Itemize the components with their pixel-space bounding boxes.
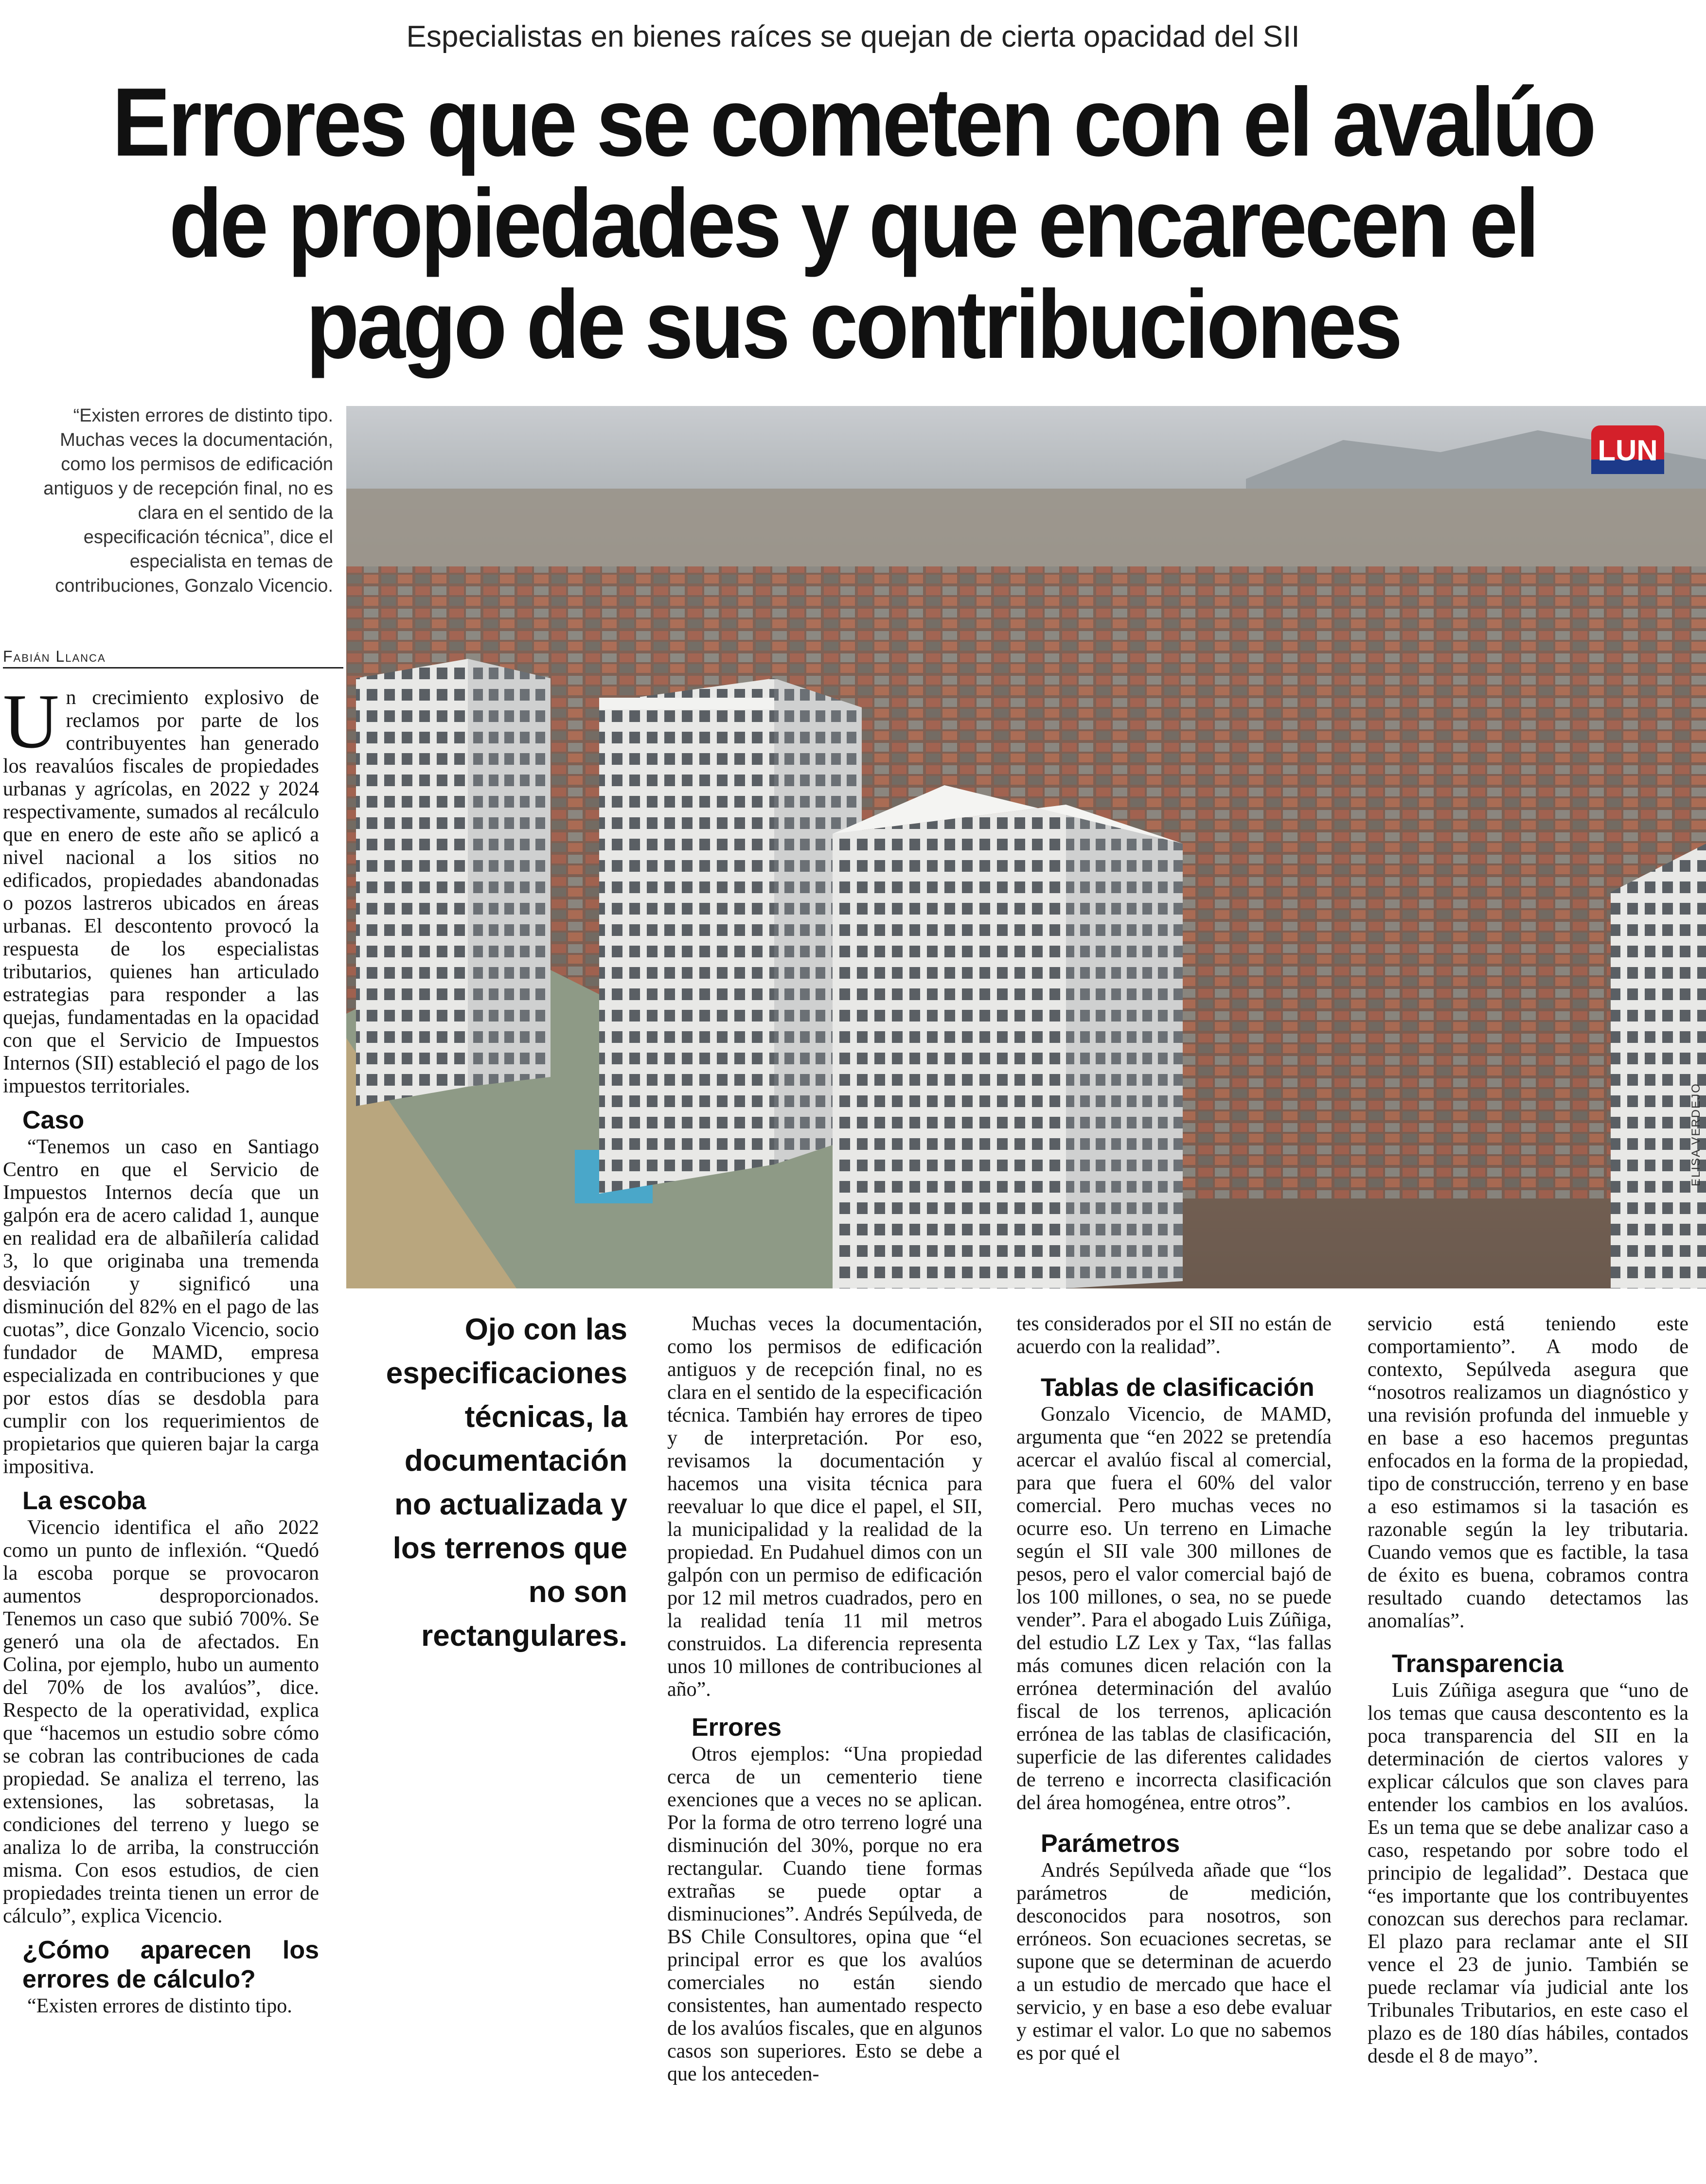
subhead-como-aparecen: ¿Cómo aparecen los errores de cálculo? — [22, 1936, 319, 1993]
paragraph-la-escoba: Vicencio identifica el año 2022 como un punto de inflexión. “Quedó la escoba porque se provocaron aumentos desproporcionados. Tenemos un caso que subió 700%. Se generó una ola de afectados. En Colina, por ejemplo, hubo un aumento del 70% de los avalúos”, dice. Respecto de la operatividad, explica que “hacemos un estudio sobre cómo se cobran las contribuciones de cada propiedad. Se analiza el terreno, las extensiones, las sobretasas, la condiciones del terreno y luego se analiza lo de arriba, la construcción misma. Con esos estudios, de cien propiedades treinta tienen un error de cálculo”, explica Vicencio. — [3, 1516, 319, 1927]
column-4 — [1016, 1313, 1332, 2065]
paragraph-caso: “Tenemos un caso en Santiago Centro en que el Servicio de Impuestos Internos decía que un galpón era de acero calidad 1, aunque en realidad era de albañilería calidad 3, lo que originaba una tremenda desviación y significó una disminución del 82% en el pago de las cuotas”, dice Gonzalo Vicencio, socio fundador de MAMD, empresa especializada en contribuciones y que por estos días se desdobla para cumplir con los requerimientos de propietarios que quieren bajar la carga impositiva. — [3, 1136, 319, 1478]
paragraph-antecedentes: tes considerados por el SII no están de acuerdo con la realidad”. — [1016, 1313, 1332, 1358]
lun-logo-text: LUN — [1598, 434, 1658, 467]
lun-logo — [1591, 425, 1664, 474]
intro-paragraph: n crecimiento explosivo de reclamos por parte de los contribuyentes han generado los reavalúos fiscales de propiedades urbanas y agrícolas, en 2022 y 2024 respectivamente, sumados al recálculo que en enero de este año se aplicó a nivel nacional a los sitios no edificados, propiedades abandonadas o pozos lastreros ubicados en áreas urbanas. El descontento provocó la respuesta de los especialistas tributarios, quienes han articulado estrategias para responder a las quejas, fundamentadas en la opacidad con que el Servicio de Impuestos Internos (SII) estableció el pago de los impuestos territoriales. — [3, 687, 319, 1097]
headline — [85, 68, 1620, 379]
aerial-photo — [346, 406, 1706, 1288]
byline-rule — [3, 667, 343, 669]
paragraph-documentacion: Muchas veces la documentación, como los permisos de edificación antiguos y de recepción final, no es clara en el sentido de la especificación técnica. También hay errores de tipeo y de interpretación. Por eso, revisamos la documentación y hacemos una visita técnica para reevaluar lo que dice el papel, el SII, la municipalidad y la realidad de la propiedad. En Pudahuel dimos con un galpón con un permiso de edificación por 12 mil metros cuadrados, pero en la realidad tenía 11 mil metros construidos. La diferencia representa unos 10 millones de contribuciones al año”. — [667, 1313, 982, 1701]
column-3 — [667, 1313, 982, 2086]
pull-quote: Ojo con las especificaciones técnicas, la documentación no actualizada y los terrenos que no son rectangulares. — [386, 1313, 627, 1653]
headline-line-1: Errores que se cometen con el avalúo — [112, 68, 1594, 176]
column-5 — [1368, 1313, 1688, 2068]
dropcap: U — [3, 678, 59, 764]
subhead-errores: Errores — [692, 1713, 782, 1742]
column-1 — [3, 678, 319, 2018]
top-quote: “Existen errores de distinto tipo. Muchas veces la documentación, como los permisos de edificación antiguos y de recepción final, no es clara en el sentido de la especificación técnica”, dice el especialista en temas de contribuciones, Gonzalo Vicencio. — [43, 405, 333, 596]
paragraph-tablas: Gonzalo Vicencio, de MAMD, argumenta que “en 2022 se pretendía acercar el avalúo fiscal al comercial, para que fuera el 60% del valor comercial. Pero muchas veces no ocurre eso. Un terreno en Limache según el SII vale 300 millones de pesos, pero el valor comercial bajó de los 100 millones, o sea, no se puede vender”. Para el abogado Luis Zúñiga, del estudio LZ Lex y Tax, “las fallas más comunes dicen relación con la errónea determinación del avalúo fiscal de los terrenos, aplicación errónea de las tablas de clasificación, superficie de las diferentes calidades de terreno e incorrecta clasificación del área homogénea, entre otros”. — [1016, 1403, 1332, 1814]
subhead-caso: Caso — [22, 1106, 85, 1134]
headline-line-2: de propiedades y que encarecen el — [169, 169, 1537, 278]
subhead-transparencia: Transparencia — [1392, 1650, 1564, 1678]
subhead-parametros: Parámetros — [1041, 1830, 1180, 1858]
paragraph-transparencia: Luis Zúñiga asegura que “uno de los temas que causa descontento es la poca transparencia del SII en la determinación de ciertos valores y explicar cálculos que son claves para entender los cambios en los avalúos. Es un tema que se debe analizar caso a caso, respetando por sobre todo el principio de legalidad”. Destaca que “es importante que los contribuyentes conozcan sus derechos para reclamar. El plazo para reclamar ante el SII vence el 23 de junio. También se puede reclamar vía judicial ante los Tribunales Tributarios, en este caso el plazo es de 180 días hábiles, contados desde el 8 de mayo”. — [1368, 1679, 1688, 2067]
paragraph-como-aparecen: “Existen errores de distinto tipo. — [27, 1995, 292, 2017]
paragraph-errores: Otros ejemplos: “Una propiedad cerca de un cementerio tiene exenciones que a veces no se aplican. Por la forma de otro terreno logré una disminución del 30%, porque no era rectangular. Cuando tiene formas extrañas se puede optar a disminuciones”. Andrés Sepúlveda, de BS Chile Consultores, opina que “el principal error es que los avalúos comerciales no están siendo consistentes, han aumentado respecto de los avalúos fiscales, que en algunos casos son superiores. Esto se debe a que los anteceden- — [667, 1743, 982, 2085]
photo-credit: ELISA VERDEJO — [1689, 1083, 1703, 1186]
kicker: Especialistas en bienes raíces se quejan de cierta opacidad del SII — [406, 20, 1300, 53]
headline-line-3: pago de sus contribuciones — [306, 270, 1400, 379]
subhead-tablas: Tablas de clasificación — [1041, 1374, 1315, 1402]
subhead-la-escoba: La escoba — [22, 1487, 146, 1515]
paragraph-parametros: Andrés Sepúlveda añade que “los parámetros de medición, desconocidos para nosotros, son erróneos. Son ecuaciones secretas, se supone que se determinan de acuerdo a un estudio de mercado que hace el servicio, y en base a eso debe evaluar y estimar el valor. Lo que no sabemos es por qué el — [1016, 1859, 1332, 2064]
byline: Fabián Llanca — [3, 648, 106, 665]
paragraph-servicio: servicio está teniendo este comportamiento”. A modo de contexto, Sepúlveda asegura que “nosotros realizamos un diagnóstico y una revisión profunda del inmueble y en base a eso hacemos preguntas enfocados en la forma de la propiedad, tipo de construcción, terreno y en base a eso estimamos si la tasación es razonable según la ley tributaria. Cuando vemos que es factible, la tasa de éxito es buena, cobramos contra resultado cuando detectamos las anomalías”. — [1368, 1313, 1688, 1632]
